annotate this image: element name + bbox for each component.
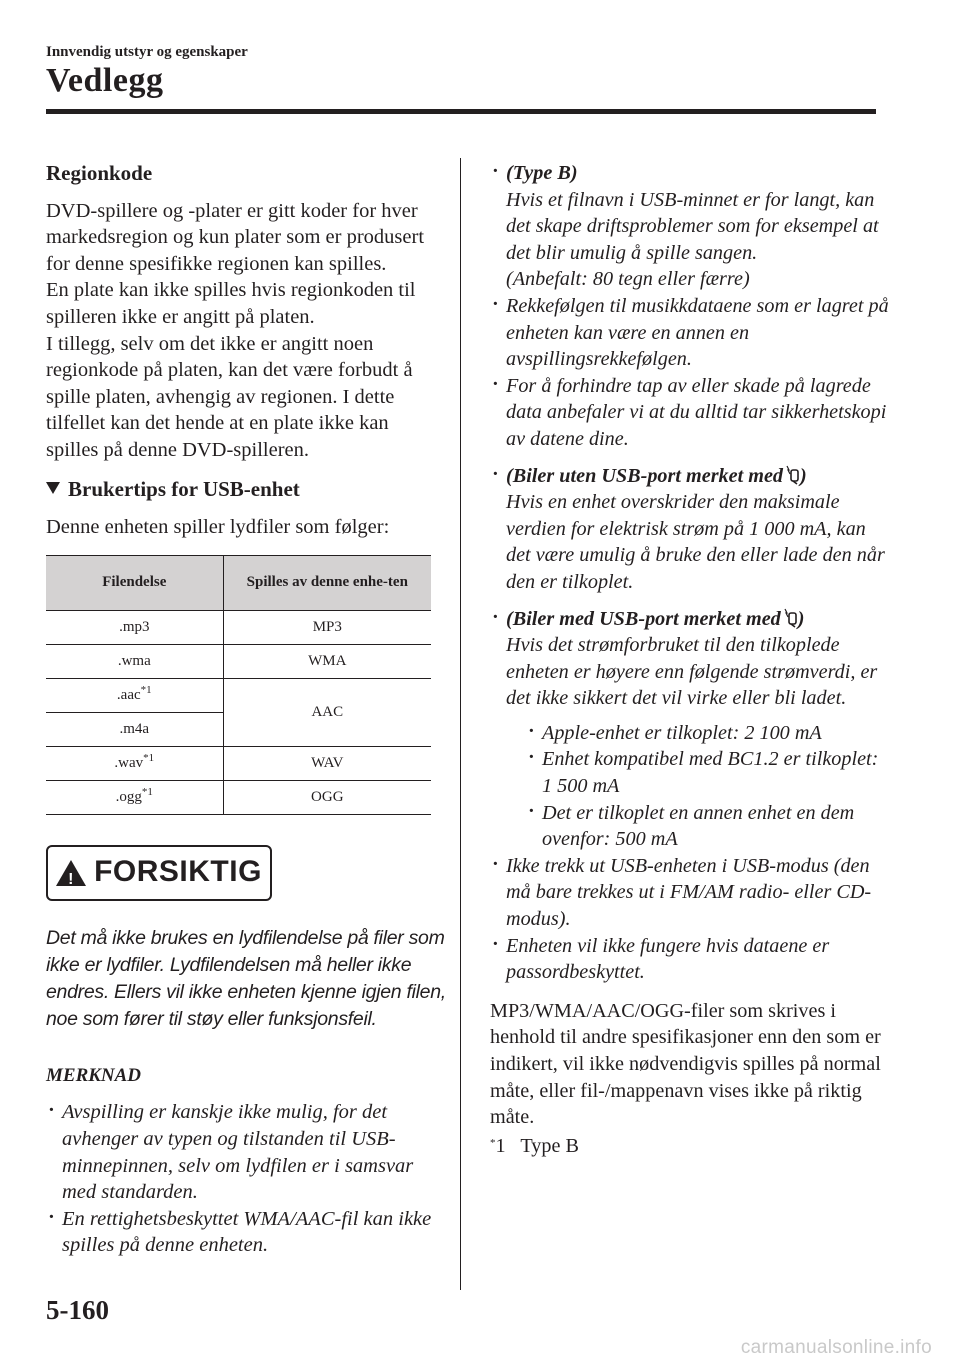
without-port-title-text: (Biler uten USB-port merket med [506, 464, 784, 487]
table-cell-ext: .m4a [46, 712, 223, 746]
table-header-cell: Spilles av denne enhe-ten [223, 555, 431, 610]
table-row [46, 780, 431, 814]
table-cell-ext: .mp3 [46, 610, 223, 644]
table-row [46, 644, 431, 678]
format-note: MP3/WMA/AAC/OGG-filer som skrives i henhold til andre spesifikasjoner enn den som er indikert, vil ikke nødvendigvis spilles på normal måte, eller fil-/mappenavn vises ikke på riktig måte. [490, 999, 881, 1129]
list-item: · Enheten vil ikke fungere hvis dataene er passordbeskyttet. [490, 933, 890, 986]
type-b-recommend: (Anbefalt: 80 tegn eller færre) [506, 268, 750, 291]
usb-charge-icon [786, 465, 800, 485]
ext-text: .aac [116, 686, 141, 703]
list-item: · Apple-enhet er tilkoplet: 2 100 mA [526, 720, 890, 747]
table-cell-ext [46, 746, 223, 780]
table-row [46, 746, 431, 780]
table-cell-ext [46, 678, 223, 712]
region-heading: Regionkode [46, 161, 153, 185]
right-column [490, 160, 890, 1159]
list-item: · Det er tilkoplet en annen enhet en dem ovenfor: 500 mA [526, 800, 890, 853]
list-item: · En rettighetsbeskyttet WMA/AAC-fil kan ikke spilles på denne enheten. [46, 1206, 438, 1259]
table-cell-format: WAV [223, 746, 431, 780]
usb-tips-heading [46, 476, 438, 503]
list-item: · Ikke trekk ut USB-enheten i USB-modus (den må bare trekkes ut i FM/AM radio- eller CD-modus). [490, 853, 890, 933]
section-triangle-icon [46, 482, 60, 494]
caution-box [46, 845, 272, 901]
region-paragraph: En plate kan ikke spilles hvis regionkoden til spilleren ikke er angitt på platen. [46, 279, 416, 328]
list-item: · Avspilling er kanskje ikke mulig, for det avhenger av typen og tilstanden til USB-minnepinnen, selv om lydfilen er i samsvar med standarden. [46, 1099, 438, 1205]
region-paragraph: DVD-spillere og -plater er gitt koder for hver markedsregion og kun plater som er produsert for denne spesifikke regionen kan spilles. [46, 199, 425, 275]
warning-icon: ! [56, 860, 86, 886]
ext-text: .ogg [115, 788, 142, 805]
footnote [490, 1133, 890, 1160]
table-cell-ext: .wma [46, 644, 223, 678]
ext-text: .wav [114, 754, 144, 771]
region-paragraph: I tillegg, selv om det ikke er angitt noen regionkode på platen, kan det være forbudt å spille platen, avhengig av regionen. I dette tilfellet kan det hende at en plate ikke kan spilles på denne DVD-spilleren. [46, 332, 413, 461]
tips-list [490, 160, 890, 986]
table-header-row [46, 555, 431, 610]
table-cell-format: WMA [223, 644, 431, 678]
footnote-mark: * [490, 1136, 496, 1149]
type-b-title: (Type B) [506, 162, 578, 184]
table-cell-format: AAC [223, 678, 431, 746]
title-rule [46, 109, 876, 114]
table-cell-format: OGG [223, 780, 431, 814]
table-cell-format: MP3 [223, 610, 431, 644]
watermark: carmanualsonline.info [740, 1337, 932, 1358]
usb-charge-icon [784, 608, 798, 628]
file-format-table [46, 555, 431, 815]
left-column [46, 160, 446, 1259]
with-port-title-text: (Biler med USB-port merket med [506, 607, 781, 630]
table-header-cell: Filendelse [46, 555, 223, 610]
footnote-text: 1 Type B [495, 1134, 579, 1157]
without-port-body: Hvis en enhet overskrider den maksimale verdien for elektrisk strøm på 1 000 mA, kan det være umulig å bruke den eller lade den når den er tilkoplet. [506, 491, 885, 593]
page-title: Vedlegg [46, 62, 164, 99]
footnote-ref: *1 [143, 751, 155, 764]
type-b-body: Hvis et filnavn i USB-minnet er for langt, kan det skape driftsproblemer som for eksempel at det blir umulig å spille sangen. [506, 188, 879, 264]
list-item [490, 606, 890, 853]
table-row [46, 678, 431, 712]
list-item: · Enhet kompatibel med BC1.2 er tilkoplet: 1 500 mA [526, 746, 890, 799]
list-item: · For å forhindre tap av eller skade på lagrede data anbefaler vi at du alltid tar sikkerhetskopi av datene dine. [490, 373, 890, 453]
table-row [46, 610, 431, 644]
caution-label: FORSIKTIG [94, 855, 262, 889]
column-divider [460, 158, 461, 1290]
without-port-title: (Biler uten USB-port merket med ) [506, 464, 807, 487]
list-item [490, 160, 890, 293]
footnote-ref: *1 [141, 785, 153, 798]
usb-tips-intro: Denne enheten spiller lydfiler som følger: [46, 516, 390, 539]
breadcrumb: Innvendig utstyr og egenskaper [46, 44, 248, 60]
note-title: MERKNAD [46, 1064, 142, 1086]
caution-text: Det må ikke brukes en lydfilendelse på filer som ikke er lydfiler. Lydfilendelsen må heller ikke endres. Ellers vil ikke enheten kjenne igjen filen, noe som fører til støy eller funksjonsfeil. [46, 926, 446, 1030]
footnote-ref: *1 [140, 683, 152, 696]
current-list [526, 720, 890, 853]
note-list [46, 1099, 438, 1259]
with-port-body: Hvis det strømforbruket til den tilkoplede enheten er høyere enn følgende strømverdi, er det ikke sikkert det vil virke eller bli ladet. [506, 634, 878, 710]
table-cell-ext [46, 780, 223, 814]
list-item: · Rekkefølgen til musikkdataene som er lagret på enheten kan være en annen en avspillingsrekkefølgen. [490, 293, 890, 373]
with-port-title: (Biler med USB-port merket med ) [506, 607, 805, 630]
page-number: 5-160 [46, 1295, 109, 1325]
usb-tips-title: Brukertips for USB-enhet [68, 476, 300, 501]
list-item [490, 463, 890, 596]
